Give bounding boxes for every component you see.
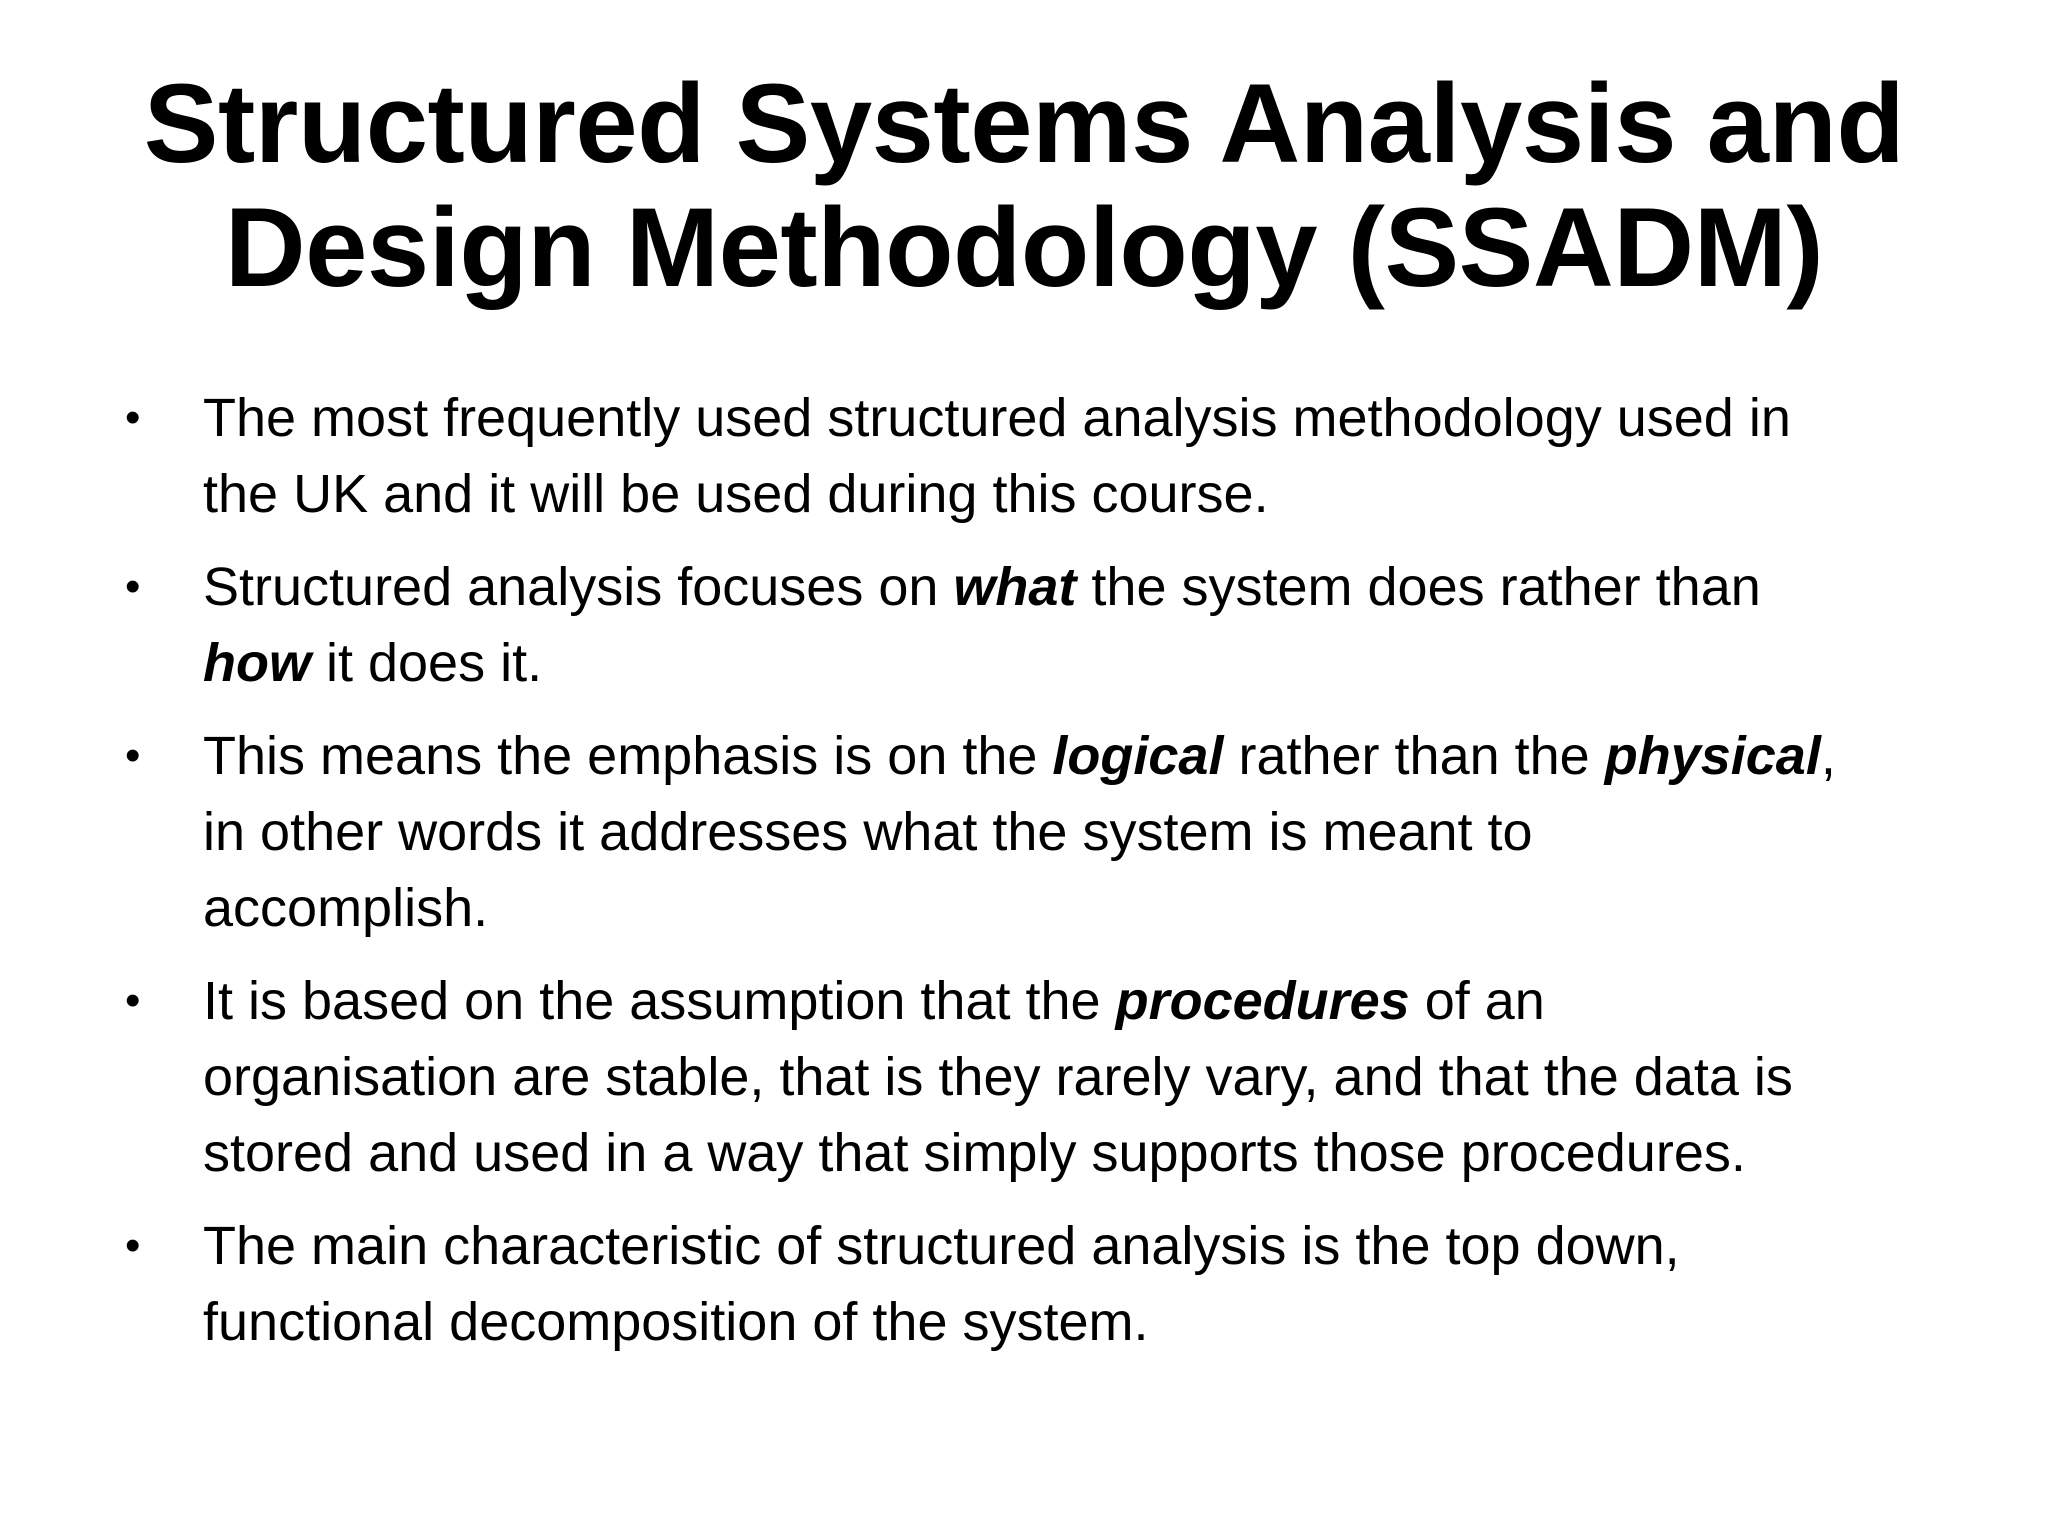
bullet-text: Structured analysis focuses on bbox=[203, 557, 954, 617]
bullet-line bbox=[203, 456, 1950, 532]
bullet-line bbox=[203, 549, 1950, 625]
bullet-text: the UK and it will be used during this course. bbox=[203, 464, 1269, 524]
bullet-icon: • bbox=[125, 976, 141, 1025]
bullet-text: of an bbox=[1409, 971, 1545, 1031]
bullet-item bbox=[120, 718, 1950, 946]
emphasized-word-how: how bbox=[203, 633, 311, 693]
bullet-icon: • bbox=[125, 1221, 141, 1270]
bullet-line bbox=[203, 1115, 1950, 1191]
bullet-text: The main characteristic of structured analysis is the top down, bbox=[203, 1216, 1680, 1276]
bullet-text: rather than the bbox=[1223, 726, 1605, 786]
bullet-icon: • bbox=[125, 731, 141, 780]
emphasized-word-what: what bbox=[953, 557, 1077, 617]
bullet-text: This means the emphasis is on the bbox=[203, 726, 1053, 786]
bullet-text: It is based on the assumption that the bbox=[203, 971, 1116, 1031]
bullet-line bbox=[203, 718, 1950, 794]
bullet-icon: • bbox=[125, 562, 141, 611]
bullet-line bbox=[203, 625, 1950, 701]
bullet-text: in other words it addresses what the system is meant to bbox=[203, 802, 1533, 862]
bullet-line bbox=[203, 870, 1950, 946]
bullet-line bbox=[203, 1208, 1950, 1284]
slide-title-line: Structured Systems Analysis and bbox=[143, 61, 1905, 186]
bullet-text: functional decomposition of the system. bbox=[203, 1292, 1149, 1352]
bullet-item bbox=[120, 380, 1950, 532]
emphasized-word-logical: logical bbox=[1052, 726, 1224, 786]
bullet-item bbox=[120, 549, 1950, 701]
bullet-text: it does it. bbox=[310, 633, 543, 693]
bullet-list bbox=[120, 380, 1950, 1377]
bullet-line bbox=[203, 1284, 1950, 1360]
bullet-text: The most frequently used structured analysis methodology used in bbox=[203, 388, 1791, 448]
emphasized-word-physical: physical bbox=[1604, 726, 1821, 786]
bullet-item bbox=[120, 963, 1950, 1191]
bullet-text: the system does rather than bbox=[1076, 557, 1761, 617]
emphasized-word-procedures: procedures bbox=[1115, 971, 1410, 1031]
bullet-text: accomplish. bbox=[203, 878, 489, 938]
slide-title-line: Design Methodology (SSADM) bbox=[224, 185, 1824, 310]
bullet-item bbox=[120, 1208, 1950, 1360]
bullet-line bbox=[203, 963, 1950, 1039]
bullet-line bbox=[203, 1039, 1950, 1115]
slide-title bbox=[120, 62, 1928, 310]
bullet-text: organisation are stable, that is they rarely vary, and that the data is bbox=[203, 1047, 1793, 1107]
bullet-text: , bbox=[1820, 726, 1836, 786]
bullet-line bbox=[203, 794, 1950, 870]
bullet-line bbox=[203, 380, 1950, 456]
bullet-text: stored and used in a way that simply supports those procedures. bbox=[203, 1123, 1746, 1183]
bullet-icon: • bbox=[125, 393, 141, 442]
